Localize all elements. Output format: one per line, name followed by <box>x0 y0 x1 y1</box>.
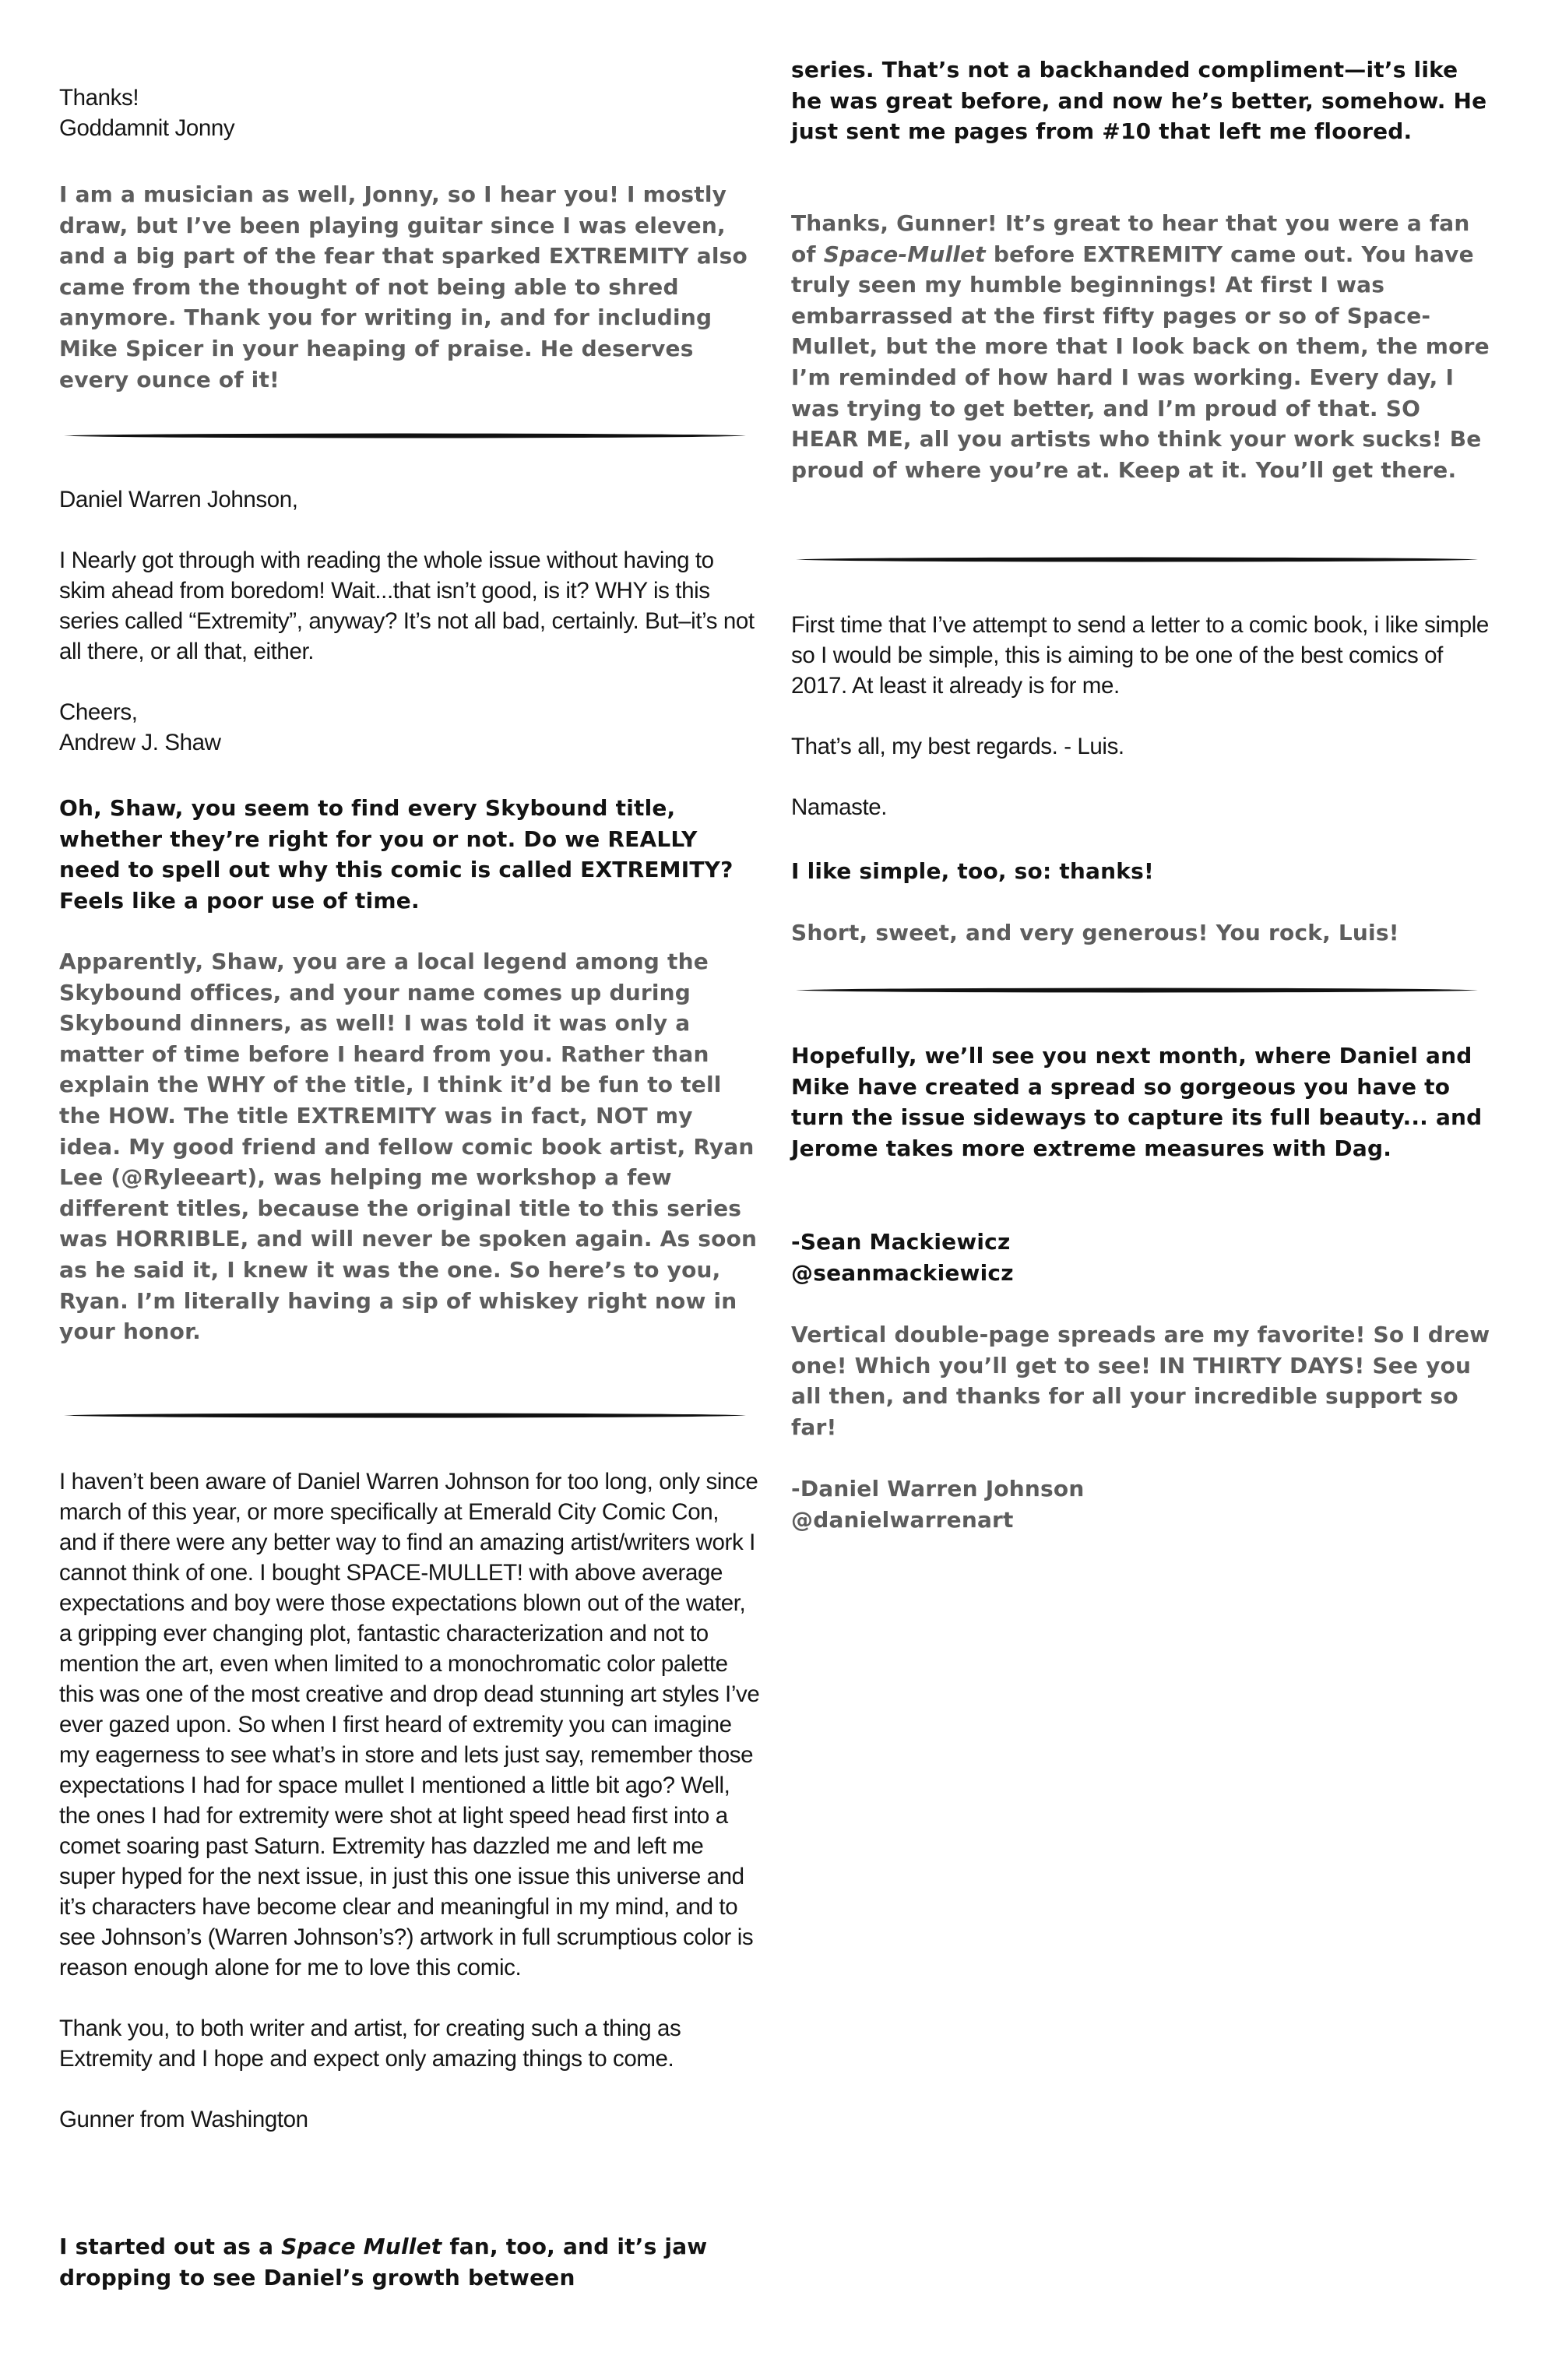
letter-gunner-thanks: Thank you, to both writer and artist, for creating such a thing as Extremity and I hope and expect only amazing things to come. <box>59 2016 681 2072</box>
divider-stroke <box>796 988 1478 993</box>
section-divider <box>796 988 1478 993</box>
letter-jonny-signature: Goddamnit Jonny <box>59 115 235 141</box>
outro-artist-signature <box>791 1473 1492 1535</box>
reply-gunner-post: fan, too, and it’s jaw dropping to see Daniel’s growth between <box>59 2234 708 2290</box>
letter-shaw-body: I Nearly got through with reading the whole issue without having to skim ahead from boredom! Wait...that isn’t good, is it? WHY is this series called “Extremity”, anyway? It’s not all bad, certainly. But–it’s not all there, or all that, either. <box>59 547 755 664</box>
reply-gunner-artist-pre: Thanks, Gunner! It’s great to hear that you were a fan of <box>791 210 1470 267</box>
outro-editor: Hopefully, we’ll see you next month, where Daniel and Mike have created a spread so gorgeous you have to turn the issue sideways to capture its full beauty... and Jerome takes more extreme measures with Dag. <box>791 1043 1483 1161</box>
reply-shaw-artist: Apparently, Shaw, you are a local legend among the Skybound offices, and your name comes up during Skybound dinners, as well! I was told it was only a matter of time before I heard from you. Rather than explain the WHY of the title, I think it’d be fun to tell the HOW. The title EXTREMITY was in fact, NOT my idea. My good friend and fellow comic book artist, Ryan Lee (@Ryleeart), was helping me workshop a few different titles, because the original title to this series was HORRIBLE, and will never be spoken again. As soon as he said it, I knew it was the one. So here’s to you, Ryan. I’m literally having a sip of whiskey right now in your honor. <box>59 949 758 1345</box>
reply-luis-artist: Short, sweet, and very generous! You rock, Luis! <box>791 920 1399 945</box>
divider-stroke <box>796 557 1478 562</box>
reply-luis-editor: I like simple, too, so: thanks! <box>791 858 1154 884</box>
letter-jonny-thanks: Thanks! <box>59 85 139 111</box>
divider-stroke <box>64 1413 746 1418</box>
reply-gunner-artist-post: before EXTREMITY came out. You have truly seen my humble beginnings! At first I was embarrassed at the first fifty pages or so of Space-Mullet, but the more that I look back on them, the more I’m reminded of how hard I was working. Every day, I was trying to get better, and I’m proud of that. SO HEAR ME, all you artists who think your work sucks! Be proud of where you’re at. Keep at it. You’ll get there. <box>791 241 1490 483</box>
letter-gunner <box>59 1466 760 2135</box>
letter-shaw-closing: Cheers, <box>59 699 138 725</box>
letter-gunner-body: I haven’t been aware of Daniel Warren Johnson for too long, only since march of this year, or more specifically at Emerald City Comic Con, and if there were any better way to find an amazing artist/writers work I cannot think of one. I bought SPACE-MULLET! with above average expectations and boy were those expectations blown out of the water, a gripping ever changing plot, fantastic characterization and not to mention the art, even when limited to a monochromatic color palette this was one of the most creative and drop dead stunning art styles I’ve ever gazed upon. So when I first heard of extremity you can imagine my eagerness to see what’s in store and lets just say, remember those expectations I had for space mullet I mentioned a little bit ago? Well, the ones I had for extremity were shot at light speed head first into a comet soaring past Saturn. Extremity has dazzled me and left me super hyped for the next issue, in just this one issue this universe and it’s characters have become clear and meaningful in my mind, and to see Johnson’s (Warren Johnson’s?) artwork in full scrumptious color is reason enough alone for me to love this comic. <box>59 1469 760 1980</box>
letter-shaw-salutation: Daniel Warren Johnson, <box>59 487 298 512</box>
reply-gunner-artist <box>791 208 1492 485</box>
artist-handle: @danielwarrenart <box>791 1506 1014 1533</box>
letter-jonny-signoff <box>59 83 760 143</box>
letter-luis-regards: That’s all, my best regards. - Luis. <box>791 734 1124 759</box>
editor-handle: @seanmackiewicz <box>791 1259 1014 1286</box>
outro-editor-signature <box>791 1227 1492 1288</box>
section-divider <box>64 433 746 438</box>
outro-artist: Vertical double-page spreads are my favorite! So I drew one! Which you’ll get to see! IN THIRTY DAYS! See you all then, and thanks for all your incredible support so far! <box>791 1322 1490 1440</box>
reply-gunner-pre: I started out as a <box>59 2234 274 2259</box>
space-mullet-title: Space-Mullet <box>823 241 986 267</box>
letter-gunner-signature: Gunner from Washington <box>59 2107 308 2132</box>
divider-stroke <box>64 433 746 438</box>
editor-name: -Sean Mackiewicz <box>791 1229 1011 1255</box>
reply-shaw-editor: Oh, Shaw, you seem to find every Skybound title, whether they’re right for you or not. Do we REALLY need to spell out why this comic is called EXTREMITY? Feels like a poor use of time. <box>59 795 734 914</box>
letter-luis-closing: Namaste. <box>791 794 888 820</box>
letter-shaw <box>59 484 760 758</box>
letter-luis <box>791 610 1492 822</box>
letter-shaw-signature: Andrew J. Shaw <box>59 730 221 755</box>
artist-name: -Daniel Warren Johnson <box>791 1476 1085 1502</box>
reply-gunner-editor-cont: series. That’s not a backhanded compliment—it’s like he was great before, and now he’s better, somehow. He just sent me pages from #10 that left me floored. <box>791 57 1487 145</box>
letter-luis-body: First time that I’ve attempt to send a letter to a comic book, i like simple so I would be simple, this is aiming to be one of the best comics of 2017. At least it already is for me. <box>791 612 1489 699</box>
section-divider <box>796 557 1478 562</box>
reply-gunner-editor-start <box>59 2231 760 2293</box>
space-mullet-title: Space Mullet <box>281 2234 442 2259</box>
reply-jonny: I am a musician as well, Jonny, so I hear you! I mostly draw, but I’ve been playing guitar since I was eleven, and a big part of the fear that sparked EXTREMITY also came from the thought of not being able to shred anymore. Thank you for writing in, and for including Mike Spicer in your heaping of praise. He deserves every ounce of it! <box>59 181 748 393</box>
section-divider <box>64 1413 746 1418</box>
